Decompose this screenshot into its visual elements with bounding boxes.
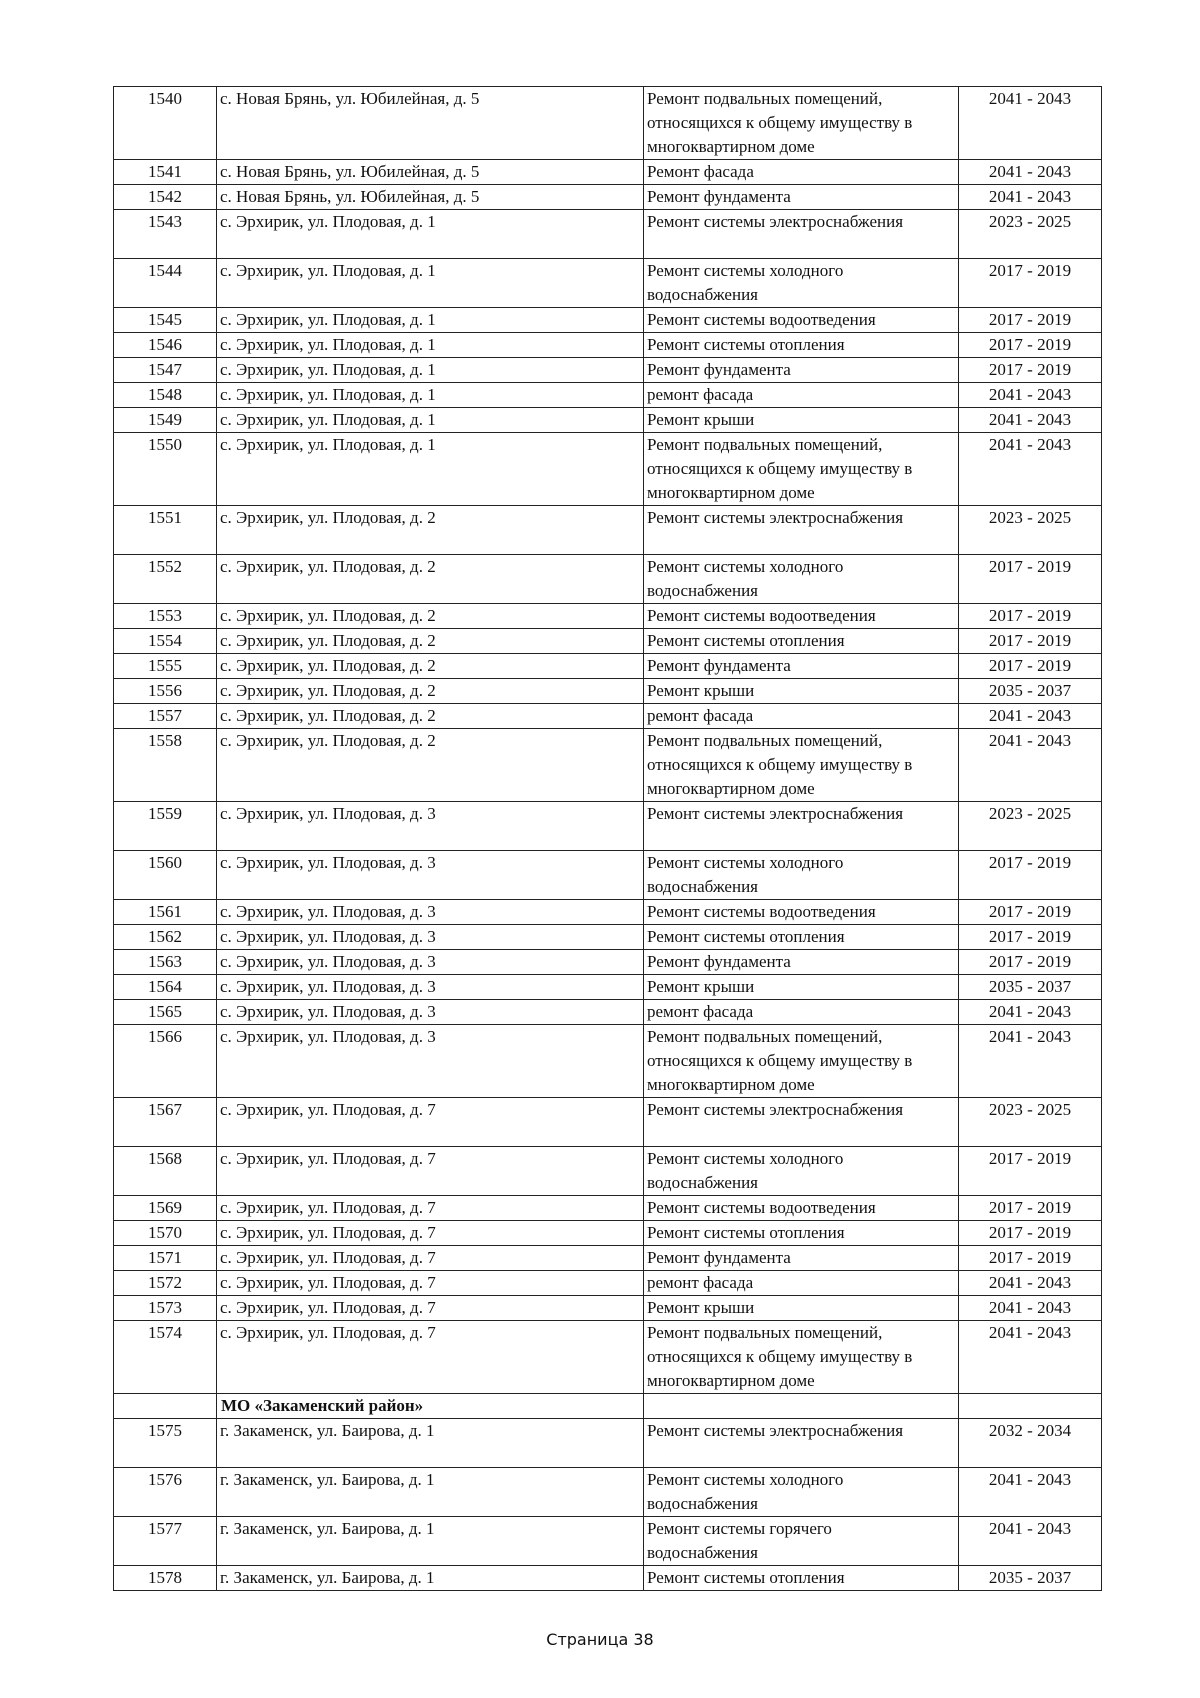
address-cell: с. Эрхирик, ул. Плодовая, д. 3 <box>217 1025 644 1098</box>
table-row <box>114 1566 1102 1591</box>
address-cell: г. Закаменск, ул. Баирова, д. 1 <box>217 1468 644 1517</box>
work-type-cell <box>644 654 959 679</box>
work-type-cell <box>644 1566 959 1591</box>
row-number: 1560 <box>114 851 217 900</box>
row-number: 1574 <box>114 1321 217 1394</box>
table-row <box>114 729 1102 802</box>
work-type-cell <box>644 604 959 629</box>
table-row <box>114 185 1102 210</box>
work-type-cell <box>644 358 959 383</box>
work-type-line: Ремонт системы отопления <box>647 631 845 650</box>
period-cell: 2017 - 2019 <box>959 900 1102 925</box>
period-cell: 2041 - 2043 <box>959 87 1102 160</box>
work-type-line: относящихся к общему имуществу в <box>647 755 913 774</box>
work-type-cell <box>644 1419 959 1468</box>
work-type-cell <box>644 555 959 604</box>
period-cell: 2017 - 2019 <box>959 604 1102 629</box>
table-row <box>114 160 1102 185</box>
table-row <box>114 1468 1102 1517</box>
work-type-line: водоснабжения <box>647 285 758 304</box>
address-cell: с. Эрхирик, ул. Плодовая, д. 2 <box>217 654 644 679</box>
work-type-cell <box>644 1321 959 1394</box>
row-number: 1558 <box>114 729 217 802</box>
row-number: 1575 <box>114 1419 217 1468</box>
work-type-cell <box>644 160 959 185</box>
row-number: 1555 <box>114 654 217 679</box>
work-type-line: относящихся к общему имуществу в <box>647 1051 913 1070</box>
address-cell: с. Эрхирик, ул. Плодовая, д. 1 <box>217 210 644 259</box>
work-type-line: многоквартирном доме <box>647 483 815 502</box>
work-type-cell <box>644 408 959 433</box>
period-cell: 2017 - 2019 <box>959 629 1102 654</box>
period-cell: 2017 - 2019 <box>959 851 1102 900</box>
period-cell: 2035 - 2037 <box>959 975 1102 1000</box>
work-type-cell <box>644 729 959 802</box>
work-type-cell <box>644 185 959 210</box>
row-number: 1549 <box>114 408 217 433</box>
table-row <box>114 1517 1102 1566</box>
table-row <box>114 851 1102 900</box>
table-row <box>114 802 1102 851</box>
work-type-line: Ремонт системы водоотведения <box>647 606 876 625</box>
period-cell: 2041 - 2043 <box>959 1321 1102 1394</box>
row-number: 1566 <box>114 1025 217 1098</box>
work-type-cell <box>644 383 959 408</box>
period-cell: 2041 - 2043 <box>959 1468 1102 1517</box>
address-cell: с. Эрхирик, ул. Плодовая, д. 3 <box>217 1000 644 1025</box>
period-cell: 2023 - 2025 <box>959 1098 1102 1147</box>
table-row <box>114 975 1102 1000</box>
work-type-line: Ремонт фундамента <box>647 187 791 206</box>
row-number: 1572 <box>114 1271 217 1296</box>
work-type-line: водоснабжения <box>647 1543 758 1562</box>
work-type-line: Ремонт системы холодного <box>647 1149 844 1168</box>
address-cell: с. Эрхирик, ул. Плодовая, д. 1 <box>217 259 644 308</box>
work-type-line: Ремонт системы отопления <box>647 335 845 354</box>
table-row <box>114 506 1102 555</box>
period-cell: 2041 - 2043 <box>959 160 1102 185</box>
address-cell: с. Эрхирик, ул. Плодовая, д. 2 <box>217 704 644 729</box>
row-number: 1571 <box>114 1246 217 1271</box>
address-cell: с. Эрхирик, ул. Плодовая, д. 7 <box>217 1098 644 1147</box>
table-row <box>114 555 1102 604</box>
period-cell: 2017 - 2019 <box>959 555 1102 604</box>
row-number: 1570 <box>114 1221 217 1246</box>
period-cell: 2017 - 2019 <box>959 950 1102 975</box>
section-period-cell <box>959 1394 1102 1419</box>
address-cell: г. Закаменск, ул. Баирова, д. 1 <box>217 1419 644 1468</box>
work-type-cell <box>644 1271 959 1296</box>
table-row <box>114 1246 1102 1271</box>
work-type-line <box>647 530 954 554</box>
period-cell: 2017 - 2019 <box>959 925 1102 950</box>
row-number: 1563 <box>114 950 217 975</box>
period-cell: 2023 - 2025 <box>959 506 1102 555</box>
section-row <box>114 1394 1102 1419</box>
row-number: 1547 <box>114 358 217 383</box>
table-row <box>114 333 1102 358</box>
table-row <box>114 679 1102 704</box>
address-cell: с. Эрхирик, ул. Плодовая, д. 7 <box>217 1271 644 1296</box>
period-cell: 2017 - 2019 <box>959 358 1102 383</box>
table-row <box>114 210 1102 259</box>
period-cell: 2041 - 2043 <box>959 1271 1102 1296</box>
table-row <box>114 383 1102 408</box>
row-number: 1577 <box>114 1517 217 1566</box>
work-type-line: Ремонт системы водоотведения <box>647 310 876 329</box>
period-cell: 2017 - 2019 <box>959 333 1102 358</box>
work-type-line: многоквартирном доме <box>647 779 815 798</box>
address-cell: с. Эрхирик, ул. Плодовая, д. 7 <box>217 1246 644 1271</box>
table-row <box>114 1147 1102 1196</box>
table-row <box>114 1419 1102 1468</box>
work-type-cell <box>644 1196 959 1221</box>
row-number: 1546 <box>114 333 217 358</box>
address-cell: с. Эрхирик, ул. Плодовая, д. 2 <box>217 604 644 629</box>
period-cell: 2017 - 2019 <box>959 1147 1102 1196</box>
table-row <box>114 950 1102 975</box>
work-type-line <box>647 826 954 850</box>
work-type-line: Ремонт системы электроснабжения <box>647 1421 904 1440</box>
table-row <box>114 629 1102 654</box>
work-type-line: Ремонт системы водоотведения <box>647 1198 876 1217</box>
row-number: 1556 <box>114 679 217 704</box>
work-type-line: Ремонт системы электроснабжения <box>647 1100 904 1119</box>
period-cell: 2041 - 2043 <box>959 704 1102 729</box>
period-cell: 2041 - 2043 <box>959 408 1102 433</box>
work-type-line <box>647 1122 954 1146</box>
address-cell: с. Эрхирик, ул. Плодовая, д. 3 <box>217 900 644 925</box>
row-number: 1573 <box>114 1296 217 1321</box>
table-row <box>114 925 1102 950</box>
row-number: 1551 <box>114 506 217 555</box>
work-type-cell <box>644 333 959 358</box>
address-cell: с. Эрхирик, ул. Плодовая, д. 1 <box>217 358 644 383</box>
page-number: Страница 38 <box>546 1630 654 1649</box>
work-type-line: Ремонт крыши <box>647 1298 755 1317</box>
work-type-cell <box>644 1296 959 1321</box>
work-type-cell <box>644 950 959 975</box>
work-type-line: Ремонт системы отопления <box>647 1568 845 1587</box>
period-cell: 2041 - 2043 <box>959 1517 1102 1566</box>
table-row <box>114 704 1102 729</box>
table-row <box>114 1321 1102 1394</box>
address-cell: с. Эрхирик, ул. Плодовая, д. 2 <box>217 729 644 802</box>
work-type-cell <box>644 851 959 900</box>
work-type-line: Ремонт фундамента <box>647 1248 791 1267</box>
work-type-line: многоквартирном доме <box>647 137 815 156</box>
row-number: 1559 <box>114 802 217 851</box>
period-cell: 2017 - 2019 <box>959 1221 1102 1246</box>
period-cell: 2035 - 2037 <box>959 679 1102 704</box>
address-cell: с. Эрхирик, ул. Плодовая, д. 2 <box>217 555 644 604</box>
address-cell: с. Эрхирик, ул. Плодовая, д. 7 <box>217 1221 644 1246</box>
row-number: 1553 <box>114 604 217 629</box>
row-number: 1543 <box>114 210 217 259</box>
period-cell: 2041 - 2043 <box>959 185 1102 210</box>
period-cell: 2041 - 2043 <box>959 1000 1102 1025</box>
table-body <box>114 87 1102 1591</box>
work-type-line: ремонт фасада <box>647 1002 754 1021</box>
row-number: 1542 <box>114 185 217 210</box>
table-row <box>114 358 1102 383</box>
work-type-cell <box>644 629 959 654</box>
work-type-cell <box>644 975 959 1000</box>
work-type-line: Ремонт системы электроснабжения <box>647 804 904 823</box>
work-type-cell <box>644 925 959 950</box>
address-cell: с. Эрхирик, ул. Плодовая, д. 7 <box>217 1296 644 1321</box>
work-type-line: ремонт фасада <box>647 706 754 725</box>
row-number: 1545 <box>114 308 217 333</box>
period-cell: 2041 - 2043 <box>959 729 1102 802</box>
address-cell: с. Эрхирик, ул. Плодовая, д. 1 <box>217 308 644 333</box>
row-number: 1548 <box>114 383 217 408</box>
table-row <box>114 408 1102 433</box>
work-type-line <box>647 234 954 258</box>
period-cell: 2041 - 2043 <box>959 1296 1102 1321</box>
work-type-cell <box>644 1147 959 1196</box>
work-type-line: Ремонт подвальных помещений, <box>647 1027 883 1046</box>
work-type-cell <box>644 802 959 851</box>
work-type-line: относящихся к общему имуществу в <box>647 1347 913 1366</box>
work-type-line: Ремонт крыши <box>647 410 755 429</box>
address-cell: с. Эрхирик, ул. Плодовая, д. 7 <box>217 1196 644 1221</box>
row-number: 1541 <box>114 160 217 185</box>
period-cell: 2023 - 2025 <box>959 210 1102 259</box>
work-type-line: Ремонт системы отопления <box>647 1223 845 1242</box>
address-cell: г. Закаменск, ул. Баирова, д. 1 <box>217 1517 644 1566</box>
address-cell: с. Эрхирик, ул. Плодовая, д. 7 <box>217 1321 644 1394</box>
row-number: 1578 <box>114 1566 217 1591</box>
period-cell: 2017 - 2019 <box>959 259 1102 308</box>
work-type-cell <box>644 210 959 259</box>
row-number: 1550 <box>114 433 217 506</box>
table-row <box>114 87 1102 160</box>
address-cell: с. Эрхирик, ул. Плодовая, д. 3 <box>217 975 644 1000</box>
section-title: МО «Закаменский район» <box>217 1394 644 1419</box>
table-row <box>114 654 1102 679</box>
table-row <box>114 604 1102 629</box>
address-cell: с. Эрхирик, ул. Плодовая, д. 1 <box>217 408 644 433</box>
work-type-line <box>647 1443 954 1467</box>
work-type-line: Ремонт подвальных помещений, <box>647 731 883 750</box>
address-cell: с. Эрхирик, ул. Плодовая, д. 2 <box>217 629 644 654</box>
period-cell: 2035 - 2037 <box>959 1566 1102 1591</box>
table-row <box>114 1000 1102 1025</box>
row-number: 1576 <box>114 1468 217 1517</box>
address-cell: с. Эрхирик, ул. Плодовая, д. 3 <box>217 802 644 851</box>
period-cell: 2017 - 2019 <box>959 654 1102 679</box>
address-cell: с. Новая Брянь, ул. Юбилейная, д. 5 <box>217 87 644 160</box>
work-type-cell <box>644 308 959 333</box>
work-type-line: многоквартирном доме <box>647 1075 815 1094</box>
table-row <box>114 308 1102 333</box>
work-type-line: водоснабжения <box>647 877 758 896</box>
table-row <box>114 1196 1102 1221</box>
row-number: 1568 <box>114 1147 217 1196</box>
period-cell: 2032 - 2034 <box>959 1419 1102 1468</box>
work-type-line: Ремонт крыши <box>647 977 755 996</box>
work-type-cell <box>644 1468 959 1517</box>
address-cell: с. Эрхирик, ул. Плодовая, д. 2 <box>217 679 644 704</box>
table-row <box>114 1296 1102 1321</box>
period-cell: 2041 - 2043 <box>959 383 1102 408</box>
table-row <box>114 1221 1102 1246</box>
address-cell: с. Новая Брянь, ул. Юбилейная, д. 5 <box>217 185 644 210</box>
work-type-line: ремонт фасада <box>647 385 754 404</box>
work-type-line: ремонт фасада <box>647 1273 754 1292</box>
period-cell: 2023 - 2025 <box>959 802 1102 851</box>
work-type-cell <box>644 1517 959 1566</box>
section-work-cell <box>644 1394 959 1419</box>
table-row <box>114 900 1102 925</box>
row-number: 1540 <box>114 87 217 160</box>
row-number: 1565 <box>114 1000 217 1025</box>
period-cell: 2017 - 2019 <box>959 1196 1102 1221</box>
table-row <box>114 1098 1102 1147</box>
work-type-cell <box>644 1025 959 1098</box>
work-type-cell <box>644 704 959 729</box>
work-type-cell <box>644 1246 959 1271</box>
work-type-line: Ремонт фундамента <box>647 656 791 675</box>
address-cell: с. Эрхирик, ул. Плодовая, д. 1 <box>217 433 644 506</box>
work-type-line: Ремонт подвальных помещений, <box>647 1323 883 1342</box>
work-type-line: водоснабжения <box>647 1173 758 1192</box>
address-cell: с. Эрхирик, ул. Плодовая, д. 3 <box>217 851 644 900</box>
row-number: 1562 <box>114 925 217 950</box>
work-type-line: многоквартирном доме <box>647 1371 815 1390</box>
work-type-line: Ремонт подвальных помещений, <box>647 89 883 108</box>
work-type-cell <box>644 506 959 555</box>
work-type-line: Ремонт фасада <box>647 162 754 181</box>
period-cell: 2017 - 2019 <box>959 1246 1102 1271</box>
work-type-line: водоснабжения <box>647 581 758 600</box>
work-type-line: Ремонт системы холодного <box>647 853 844 872</box>
row-number: 1567 <box>114 1098 217 1147</box>
work-type-line: относящихся к общему имуществу в <box>647 459 913 478</box>
address-cell: г. Закаменск, ул. Баирова, д. 1 <box>217 1566 644 1591</box>
row-number: 1544 <box>114 259 217 308</box>
address-cell: с. Новая Брянь, ул. Юбилейная, д. 5 <box>217 160 644 185</box>
work-type-line: водоснабжения <box>647 1494 758 1513</box>
work-type-cell <box>644 433 959 506</box>
work-type-cell <box>644 87 959 160</box>
row-number: 1552 <box>114 555 217 604</box>
work-type-line: Ремонт подвальных помещений, <box>647 435 883 454</box>
work-type-cell <box>644 1221 959 1246</box>
table-row <box>114 433 1102 506</box>
work-type-line: относящихся к общему имуществу в <box>647 113 913 132</box>
address-cell: с. Эрхирик, ул. Плодовая, д. 1 <box>217 383 644 408</box>
address-cell: с. Эрхирик, ул. Плодовая, д. 2 <box>217 506 644 555</box>
work-type-cell <box>644 1000 959 1025</box>
row-number: 1564 <box>114 975 217 1000</box>
address-cell: с. Эрхирик, ул. Плодовая, д. 1 <box>217 333 644 358</box>
address-cell: с. Эрхирик, ул. Плодовая, д. 7 <box>217 1147 644 1196</box>
repair-schedule-table <box>113 86 1102 1591</box>
work-type-line: Ремонт системы холодного <box>647 261 844 280</box>
row-number: 1561 <box>114 900 217 925</box>
work-type-line: Ремонт крыши <box>647 681 755 700</box>
work-type-cell <box>644 679 959 704</box>
address-cell: с. Эрхирик, ул. Плодовая, д. 3 <box>217 950 644 975</box>
work-type-line: Ремонт системы электроснабжения <box>647 508 904 527</box>
work-type-line: Ремонт системы электроснабжения <box>647 212 904 231</box>
work-type-line: Ремонт фундамента <box>647 360 791 379</box>
address-cell: с. Эрхирик, ул. Плодовая, д. 3 <box>217 925 644 950</box>
work-type-line: Ремонт системы холодного <box>647 1470 844 1489</box>
work-type-cell <box>644 1098 959 1147</box>
work-type-line: Ремонт системы холодного <box>647 557 844 576</box>
table-row <box>114 1025 1102 1098</box>
row-number: 1569 <box>114 1196 217 1221</box>
period-cell: 2017 - 2019 <box>959 308 1102 333</box>
work-type-cell <box>644 900 959 925</box>
period-cell: 2041 - 2043 <box>959 433 1102 506</box>
section-num-cell <box>114 1394 217 1419</box>
work-type-line: Ремонт системы горячего <box>647 1519 832 1538</box>
work-type-line: Ремонт системы водоотведения <box>647 902 876 921</box>
period-cell: 2041 - 2043 <box>959 1025 1102 1098</box>
work-type-line: Ремонт системы отопления <box>647 927 845 946</box>
row-number: 1557 <box>114 704 217 729</box>
table-row <box>114 1271 1102 1296</box>
work-type-line: Ремонт фундамента <box>647 952 791 971</box>
work-type-cell <box>644 259 959 308</box>
table-row <box>114 259 1102 308</box>
row-number: 1554 <box>114 629 217 654</box>
